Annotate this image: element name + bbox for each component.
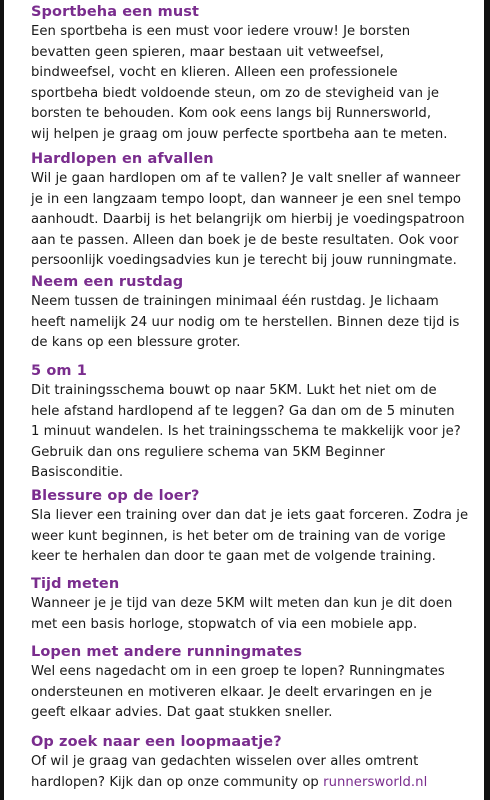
left-border — [0, 0, 4, 800]
section-5-om-1 — [31, 361, 471, 484]
section-body: Wanneer je je tijd van deze 5KM wilt meten dan kun je dit doen met een basis horloge, stopwatch of via een mobiele app. — [31, 596, 453, 632]
right-border — [484, 0, 490, 800]
section-body: Neem tussen de trainingen minimaal één rustdag. Je lichaam heeft namelijk 24 uur nodig om te herstellen. Binnen deze tijd is de kans op een blessure groter. — [31, 294, 460, 350]
section-body — [31, 752, 471, 793]
section-sportbeha — [31, 2, 471, 145]
section-heading: Hardlopen en afvallen — [31, 151, 214, 167]
section-blessure — [31, 486, 471, 568]
section-heading: Blessure op de loer? — [31, 488, 200, 504]
section-body-text: Of wil je graag van gedachten wisselen over alles omtrent hardlopen? Kijk dan op onze community op — [31, 754, 419, 790]
runnersworld-link[interactable]: runnersworld.nl — [323, 774, 428, 790]
section-heading: 5 om 1 — [31, 363, 87, 379]
section-heading: Lopen met andere runningmates — [31, 644, 303, 660]
section-body: Sla liever een training over dan dat je iets gaat forceren. Zodra je weer kunt beginnen, is het beter om de training van de vorige keer te herhalen dan door te gaan met de volgende training. — [31, 508, 469, 564]
section-tijd-meten — [31, 574, 471, 635]
section-body: Dit trainingsschema bouwt op naar 5KM. Lukt het niet om de hele afstand hardlopend af te leggen? Ga dan om de 5 minuten 1 minuut wandelen. Is het trainingsschema te makkelijk voor je? Gebruik dan ons reguliere schema van 5KM Beginner Basisconditie. — [31, 383, 461, 480]
section-heading: Sportbeha een must — [31, 4, 200, 20]
section-heading: Neem een rustdag — [31, 274, 184, 290]
section-body: Een sportbeha is een must voor iedere vrouw! Je borsten bevatten geen spieren, maar bestaan uit vetweefsel, bindweefsel, vocht en klieren. Alleen een professionele sportbeha biedt voldoende steun, om zo de stevigheid van je borsten te behouden. Kom ook eens langs bij Runnersworld, wij helpen je graag om jouw perfecte sportbeha aan te meten. — [31, 24, 448, 142]
section-loopmaatje — [31, 732, 471, 793]
section-hardlopen-afvallen — [31, 149, 471, 272]
section-runningmates — [31, 642, 471, 724]
section-heading: Tijd meten — [31, 576, 120, 592]
section-body: Wil je gaan hardlopen om af te vallen? Je valt sneller af wanneer je in een langzaam tempo loopt, dan wanneer je een snel tempo aanhoudt. Daarbij is het belangrijk om hierbij je voedingspatroon aan te passen. Alleen dan boek je de beste resultaten. Ook voor persoonlijk voedingsadvies kun je terecht bij jouw runningmate. — [31, 171, 465, 268]
section-heading: Op zoek naar een loopmaatje? — [31, 734, 282, 750]
section-rustdag — [31, 272, 471, 354]
section-body: Wel eens nagedacht om in een groep te lopen? Runningmates ondersteunen en motiveren elkaar. Je deelt ervaringen en je geeft elkaar advies. Dat gaat stukken sneller. — [31, 664, 445, 720]
